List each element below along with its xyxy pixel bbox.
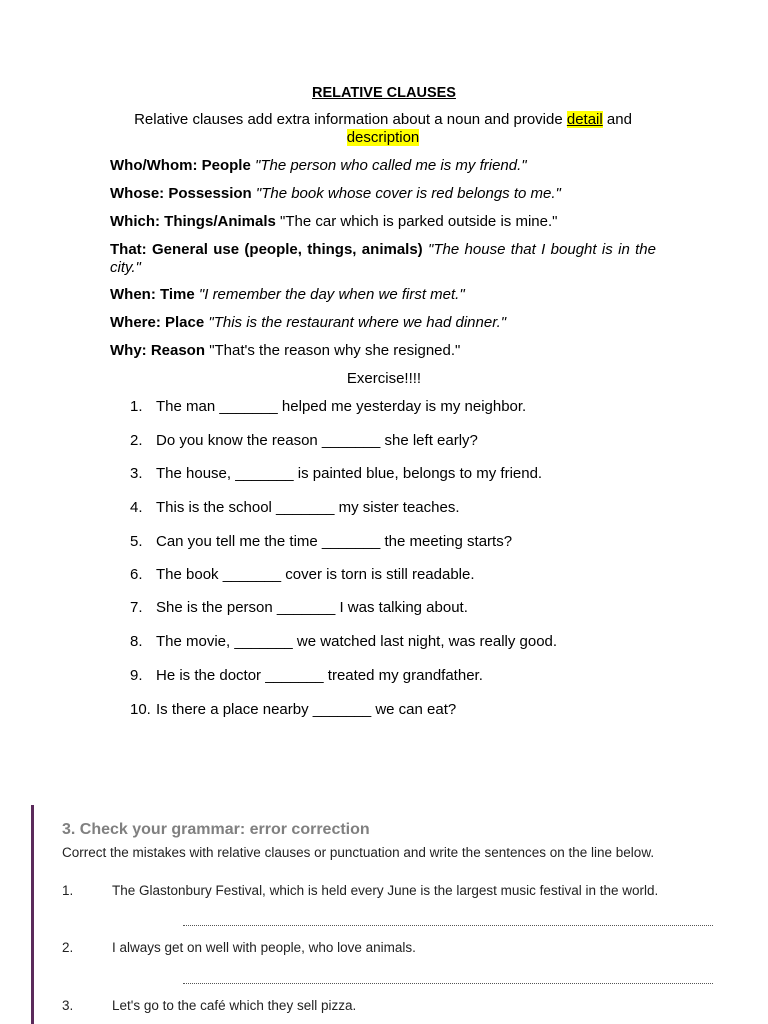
rule-label: Who/Whom: People (110, 157, 251, 174)
exercise-number: 6. (130, 566, 143, 583)
highlight-description: description (346, 129, 420, 146)
rule-which (110, 213, 656, 231)
answer-line (183, 983, 713, 984)
rule-example: "The car which is parked outside is mine." (280, 213, 558, 230)
rule-example: "The person who called me is my friend." (255, 157, 527, 174)
exercise-text: The house, _______ is painted blue, belongs to my friend. (156, 465, 543, 482)
highlight-detail: detail (566, 111, 603, 128)
exercise-item (130, 667, 483, 685)
exercise-number: 2. (130, 432, 143, 449)
rule-label: When: Time (110, 286, 195, 303)
rule-example: "The book whose cover is red belongs to me." (255, 185, 561, 202)
rule-label: That: General use (people, things, animals) (110, 241, 423, 258)
page-title: RELATIVE CLAUSES (312, 85, 456, 101)
rule-why (110, 342, 656, 360)
rule-label: Why: Reason (110, 342, 206, 359)
exercise-number: 7. (130, 599, 143, 616)
exercise-number: 10. (130, 701, 151, 718)
exercise-item (130, 533, 512, 551)
exercise-number: 8. (130, 633, 143, 650)
correction-number: 2. (62, 940, 74, 955)
exercise-item (130, 432, 478, 450)
correction-sentence: I always get on well with people, who love animals. (112, 940, 416, 955)
exercise-text: The man _______ helped me yesterday is my neighbor. (156, 398, 527, 415)
exercise-text: He is the doctor _______ treated my grandfather. (156, 667, 483, 684)
rule-label: Which: Things/Animals (110, 213, 276, 230)
exercise-number: 4. (130, 499, 143, 516)
exercise-item (130, 465, 542, 483)
correction-number: 3. (62, 998, 74, 1013)
rule-when (110, 286, 656, 304)
exercise-text: Do you know the reason _______ she left early? (156, 432, 478, 449)
rule-example: "The house that I bought is in the city." (110, 241, 656, 276)
exercise-text: The book _______ cover is torn is still readable. (156, 566, 475, 583)
rule-example: "I remember the day when we first met." (198, 286, 465, 303)
section-instruction: Correct the mistakes with relative clauses or punctuation and write the sentences on the line below. (62, 845, 655, 860)
exercise-text: This is the school _______ my sister teaches. (156, 499, 460, 516)
exercise-number: 1. (130, 398, 143, 415)
intro-text (110, 111, 656, 147)
correction-sentence: The Glastonbury Festival, which is held every June is the largest music festival in the world. (112, 883, 659, 898)
grammar-check-sheet (31, 805, 768, 1024)
section-heading: 3. Check your grammar: error correction (62, 821, 370, 838)
exercise-item (130, 701, 456, 719)
exercise-item (130, 599, 468, 617)
exercise-text: The movie, _______ we watched last night, was really good. (156, 633, 558, 650)
rule-label: Whose: Possession (110, 185, 252, 202)
exercise-number: 5. (130, 533, 143, 550)
exercise-text: She is the person _______ I was talking about. (156, 599, 468, 616)
exercise-item (130, 499, 460, 517)
exercise-item (130, 398, 526, 416)
answer-line (183, 925, 713, 926)
exercise-number: 9. (130, 667, 143, 684)
rule-who (110, 157, 656, 175)
exercise-item (130, 633, 557, 651)
rule-that (110, 241, 656, 277)
rule-label: Where: Place (110, 314, 205, 331)
rule-example: "This is the restaurant where we had dinner." (208, 314, 507, 331)
exercise-item (130, 566, 475, 584)
exercise-number: 3. (130, 465, 143, 482)
intro-before: Relative clauses add extra information about a noun and provide (134, 111, 567, 128)
exercise-title: Exercise!!!! (346, 370, 422, 387)
exercise-text: Can you tell me the time _______ the meeting starts? (156, 533, 513, 550)
correction-sentence: Let's go to the café which they sell pizza. (112, 998, 357, 1013)
exercise-text: Is there a place nearby _______ we can eat? (156, 701, 457, 718)
rule-whose (110, 185, 656, 203)
intro-middle: and (602, 111, 632, 128)
rule-where (110, 314, 656, 332)
correction-number: 1. (62, 883, 74, 898)
rule-example: "That's the reason why she resigned." (209, 342, 461, 359)
